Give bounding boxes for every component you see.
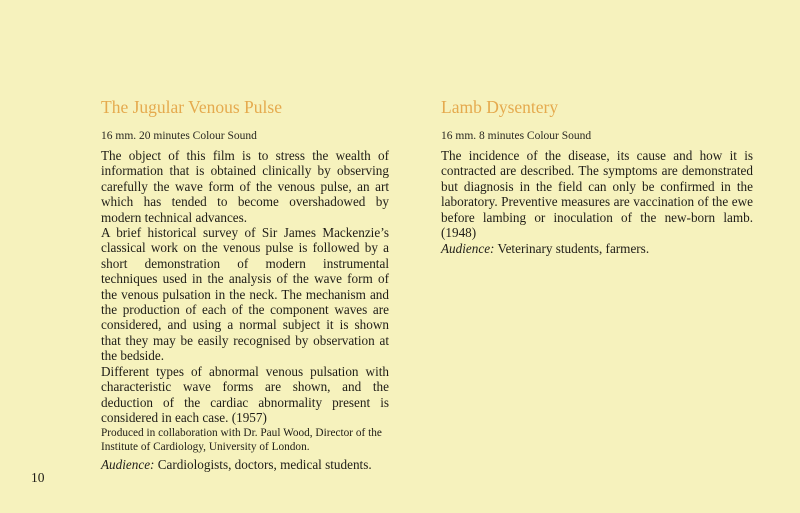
audience-label: Audience: (441, 241, 495, 257)
audience-label: Audience: (101, 457, 155, 473)
film-description-paragraph: The object of this film is to stress the wealth of information that is obtained clinically by observing carefully the wave form of the venous pulse, an art which has tended to become overshadowed by modern technical advances. (101, 148, 389, 225)
film-meta: 16 mm. 20 minutes Colour Sound (101, 130, 257, 142)
film-entry-jugular-venous-pulse (101, 96, 389, 473)
film-credit: Produced in collaboration with Dr. Paul Wood, Director of the Institute of Cardiology, University of London. (101, 427, 382, 453)
film-audience (101, 456, 389, 473)
film-entry-lamb-dysentery (441, 96, 753, 257)
film-title: The Jugular Venous Pulse (101, 97, 282, 117)
film-description-paragraph: A brief historical survey of Sir James Mackenzie’s classical work on the venous pulse is followed by a short demonstration of modern instrumental techniques used in the analysis of the wave form of the venous pulsation in the neck. The mechanism and the production of each of the component waves are considered, and using a normal subject it is shown that they may be easily recognised by observation at the bedside. (101, 225, 389, 364)
film-title: Lamb Dysentery (441, 97, 559, 117)
film-audience (441, 240, 753, 257)
film-description-paragraph: Different types of abnormal venous pulsation with characteristic wave forms are shown, and the deduction of the cardiac abnormality present is considered in each case. (1957) (101, 363, 389, 425)
page-number: 10 (31, 470, 45, 485)
audience-text: Veterinary students, farmers. (494, 241, 650, 257)
film-description-paragraph: The incidence of the disease, its cause and how it is contracted are described. The symptoms are demonstrated but diagnosis in the field can only be confirmed in the laboratory. Preventive measures are vaccination of the ewe before lambing or inoculation of the new-born lamb. (1948) (441, 148, 753, 241)
film-meta: 16 mm. 8 minutes Colour Sound (441, 130, 592, 142)
audience-text: Cardiologists, doctors, medical students. (154, 457, 372, 473)
